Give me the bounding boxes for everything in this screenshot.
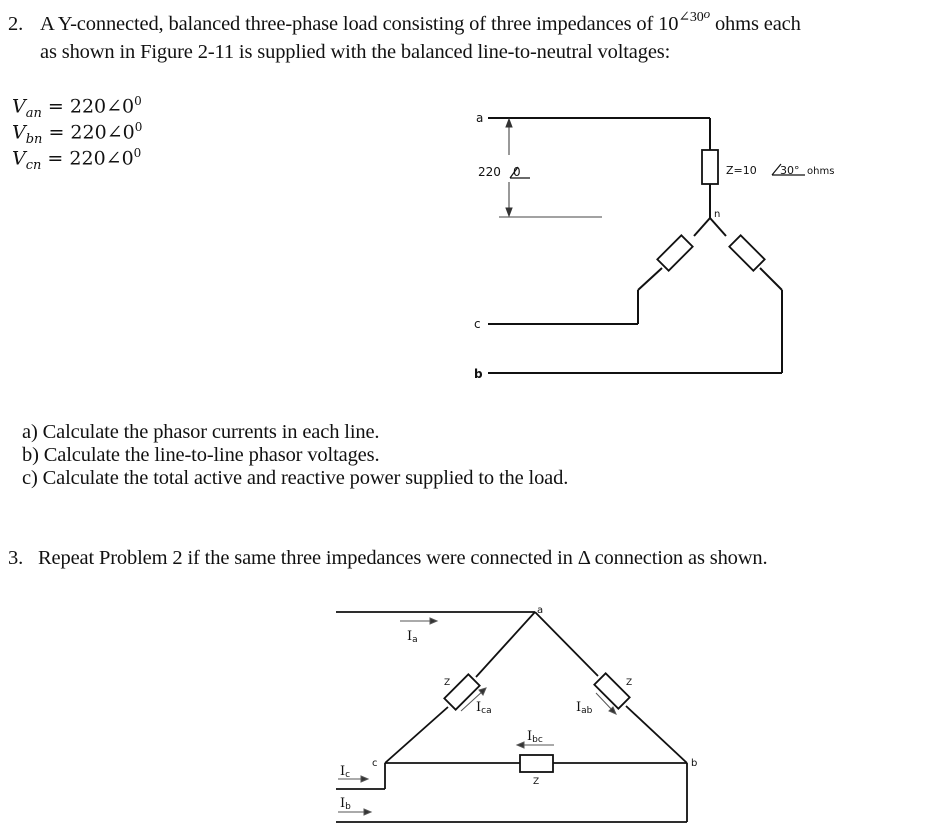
node-n-label: n: [714, 209, 721, 220]
impedance-angle-label: 30°: [780, 164, 800, 177]
y-connected-circuit: [488, 118, 782, 373]
statement-text: A Y-connected, balanced three-phase load consisting of three impedances of 10: [40, 13, 679, 35]
delta-node-a-label: a: [537, 605, 544, 616]
voltage-label: 220: [478, 165, 501, 179]
z-label-ab: Z: [626, 678, 633, 688]
problem-2-statement-line2: as shown in Figure 2-11 is supplied with the balanced line-to-neutral voltages:: [40, 41, 671, 63]
current-arrows: [338, 618, 616, 815]
part-b: b) Calculate the line-to-line phasor voltages.: [22, 444, 380, 466]
part-c: c) Calculate the total active and reactive power supplied to the load.: [22, 467, 569, 489]
voltage-vbn: $V_{bn}$ = $220\angle 0^0$: [12, 120, 143, 148]
impedance-angle: ∠30: [678, 10, 704, 25]
degree-symbol: o: [703, 6, 710, 21]
delta-node-c-label: c: [372, 758, 378, 769]
current-ibc-label: Ibc: [527, 729, 543, 745]
impedance-unit: ohms: [807, 166, 835, 177]
node-c-label: c: [474, 317, 481, 331]
statement-text-end: ohms each: [709, 13, 801, 35]
part-a: a) Calculate the phasor currents in each line.: [22, 421, 380, 443]
problem-2-number: 2.: [8, 13, 24, 35]
z-label-bc: Z: [533, 777, 540, 787]
voltage-vcn: $V_{cn}$ = $220\angle 0^0$: [12, 146, 142, 174]
current-ic-label: Ic: [340, 764, 351, 780]
z-label-ca: Z: [444, 678, 451, 688]
delta-connected-circuit: [336, 612, 687, 822]
current-ica-label: Ica: [476, 700, 492, 716]
voltage-van: $V_{an}$ = $220\angle 0^0$: [12, 94, 142, 122]
node-b-label: b: [474, 367, 483, 381]
delta-node-b-label: b: [691, 758, 698, 769]
current-iab-label: Iab: [576, 700, 593, 716]
node-a-label: a: [476, 111, 484, 125]
problem-3-text: Repeat Problem 2 if the same three impedances were connected in Δ connection as shown.: [38, 547, 768, 569]
voltage-angle: 0: [513, 165, 521, 179]
current-ia-label: Ia: [407, 629, 418, 645]
impedance-label: Z=10: [726, 164, 757, 177]
current-ib-label: Ib: [340, 796, 351, 812]
problem-3-number: 3.: [8, 547, 24, 569]
